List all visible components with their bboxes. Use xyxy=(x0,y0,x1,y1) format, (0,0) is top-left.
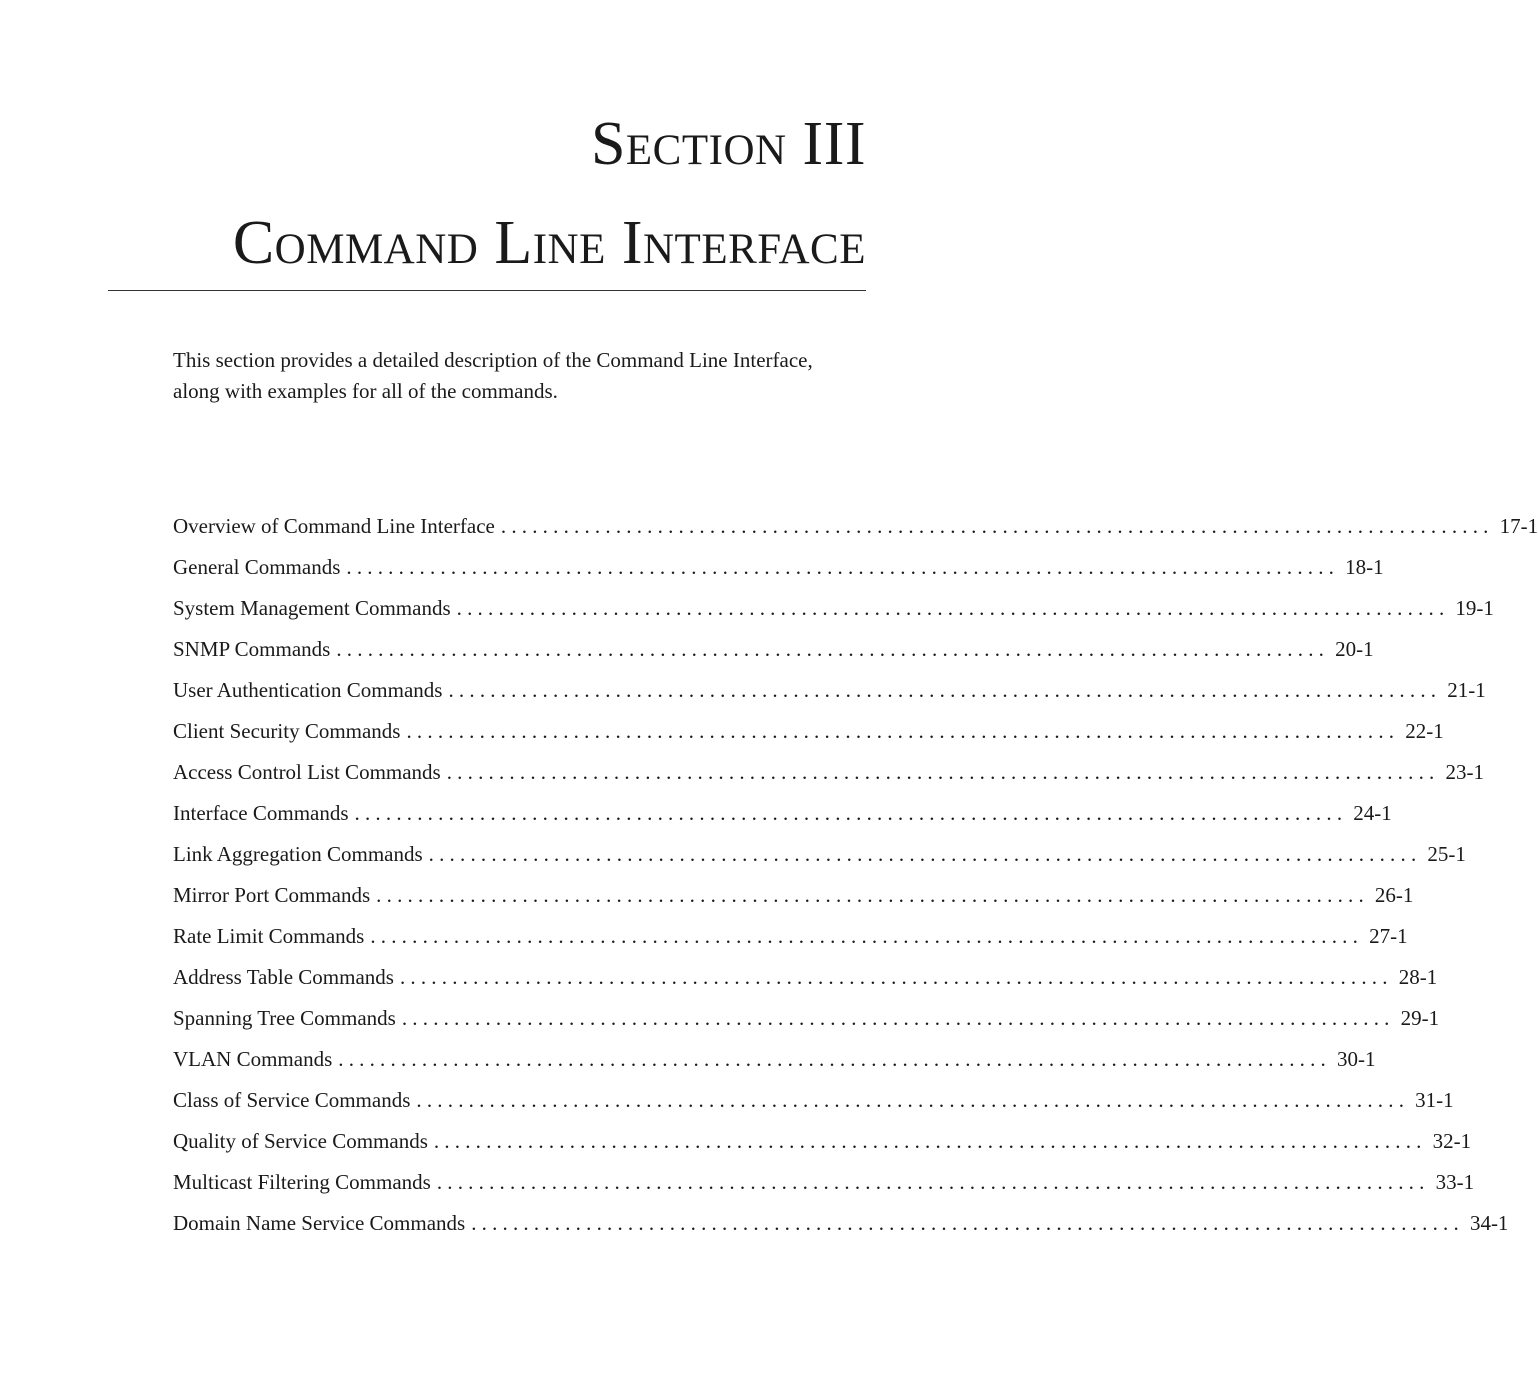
section-title: Command Line Interface xyxy=(232,209,866,277)
toc-entry-title: Client Security Commands xyxy=(173,719,401,743)
toc-entry-page: 30-1 xyxy=(1337,1047,1376,1071)
toc-entry-page: 21-1 xyxy=(1447,678,1486,702)
toc-entry-page: 28-1 xyxy=(1398,965,1438,989)
heading-divider xyxy=(108,290,866,291)
toc-entry[interactable] xyxy=(173,549,1384,590)
toc-entry-page: 27-1 xyxy=(1369,924,1408,948)
toc-entry-title: Multicast Filtering Commands xyxy=(173,1170,431,1194)
toc-entry-title: User Authentication Commands xyxy=(173,678,443,702)
toc-entry[interactable] xyxy=(173,508,1538,549)
toc-entry-title: Access Control List Commands xyxy=(173,760,441,784)
toc-dot-leader: ............................................................................................... xyxy=(433,1129,1427,1153)
toc-dot-leader: ............................................................................................... xyxy=(401,1006,1395,1030)
toc-dot-leader: ............................................................................................... xyxy=(370,924,1364,948)
toc-entry-title: Quality of Service Commands xyxy=(173,1129,428,1153)
toc-entry-page: 20-1 xyxy=(1335,637,1374,661)
toc-dot-leader: ............................................................................................... xyxy=(500,514,1494,538)
toc-dot-leader: ............................................................................................... xyxy=(336,637,1330,661)
table-of-contents xyxy=(173,508,1538,1246)
toc-entry-title: VLAN Commands xyxy=(173,1047,333,1071)
toc-entry[interactable] xyxy=(173,1082,1454,1123)
toc-entry-page: 29-1 xyxy=(1400,1006,1440,1030)
toc-entry[interactable] xyxy=(173,631,1374,672)
toc-dot-leader: ............................................................................................... xyxy=(338,1047,1331,1071)
toc-entry-title: Link Aggregation Commands xyxy=(173,842,423,866)
toc-dot-leader: ............................................................................................... xyxy=(471,1211,1464,1235)
toc-entry[interactable] xyxy=(173,959,1438,1000)
toc-dot-leader: ............................................................................................... xyxy=(399,965,1393,989)
toc-entry-title: General Commands xyxy=(173,555,341,579)
toc-dot-leader: ............................................................................................... xyxy=(416,1088,1410,1112)
section-heading: Section III xyxy=(590,110,866,178)
toc-entry[interactable] xyxy=(173,754,1484,795)
toc-entry-page: 22-1 xyxy=(1405,719,1444,743)
toc-entry[interactable] xyxy=(173,590,1494,631)
toc-dot-leader: ............................................................................................... xyxy=(406,719,1400,743)
toc-entry-page: 33-1 xyxy=(1435,1170,1475,1194)
toc-entry-page: 34-1 xyxy=(1469,1211,1509,1235)
toc-entry-title: Spanning Tree Commands xyxy=(173,1006,396,1030)
toc-entry[interactable] xyxy=(173,713,1444,754)
toc-dot-leader: ............................................................................................... xyxy=(354,801,1348,825)
toc-entry-title: Domain Name Service Commands xyxy=(173,1211,466,1235)
toc-entry-page: 32-1 xyxy=(1432,1129,1472,1153)
toc-dot-leader: ............................................................................................... xyxy=(346,555,1340,579)
toc-entry-title: SNMP Commands xyxy=(173,637,331,661)
toc-entry-title: Class of Service Commands xyxy=(173,1088,411,1112)
toc-dot-leader: ............................................................................................... xyxy=(456,596,1450,620)
toc-dot-leader: ............................................................................................... xyxy=(436,1170,1430,1194)
toc-dot-leader: ............................................................................................... xyxy=(448,678,1442,702)
toc-dot-leader: ............................................................................................... xyxy=(376,883,1369,907)
toc-entry-page: 24-1 xyxy=(1353,801,1392,825)
toc-entry[interactable] xyxy=(173,672,1486,713)
toc-entry-title: Mirror Port Commands xyxy=(173,883,371,907)
toc-dot-leader: ............................................................................................... xyxy=(446,760,1440,784)
toc-entry-title: System Management Commands xyxy=(173,596,451,620)
toc-entry[interactable] xyxy=(173,1123,1472,1164)
toc-entry-page: 23-1 xyxy=(1445,760,1484,784)
toc-entry-page: 26-1 xyxy=(1374,883,1414,907)
toc-entry[interactable] xyxy=(173,1041,1376,1082)
toc-entry-page: 18-1 xyxy=(1345,555,1384,579)
toc-entry[interactable] xyxy=(173,836,1466,877)
section-intro: This section provides a detailed description of the Command Line Interface, along with examples for all of the commands. xyxy=(173,348,813,403)
toc-entry[interactable] xyxy=(173,795,1392,836)
toc-entry-page: 17-1 xyxy=(1499,514,1538,538)
toc-entry-page: 19-1 xyxy=(1455,596,1494,620)
toc-dot-leader: ............................................................................................... xyxy=(428,842,1422,866)
toc-entry[interactable] xyxy=(173,918,1408,959)
toc-entry-title: Rate Limit Commands xyxy=(173,924,365,948)
toc-entry[interactable] xyxy=(173,1164,1475,1205)
toc-entry-title: Interface Commands xyxy=(173,801,349,825)
toc-entry-page: 31-1 xyxy=(1415,1088,1454,1112)
toc-entry-title: Address Table Commands xyxy=(173,965,394,989)
toc-entry[interactable] xyxy=(173,877,1414,918)
toc-entry-page: 25-1 xyxy=(1427,842,1466,866)
toc-entry[interactable] xyxy=(173,1000,1440,1041)
toc-entry[interactable] xyxy=(173,1205,1509,1246)
toc-entry-title: Overview of Command Line Interface xyxy=(173,514,495,538)
